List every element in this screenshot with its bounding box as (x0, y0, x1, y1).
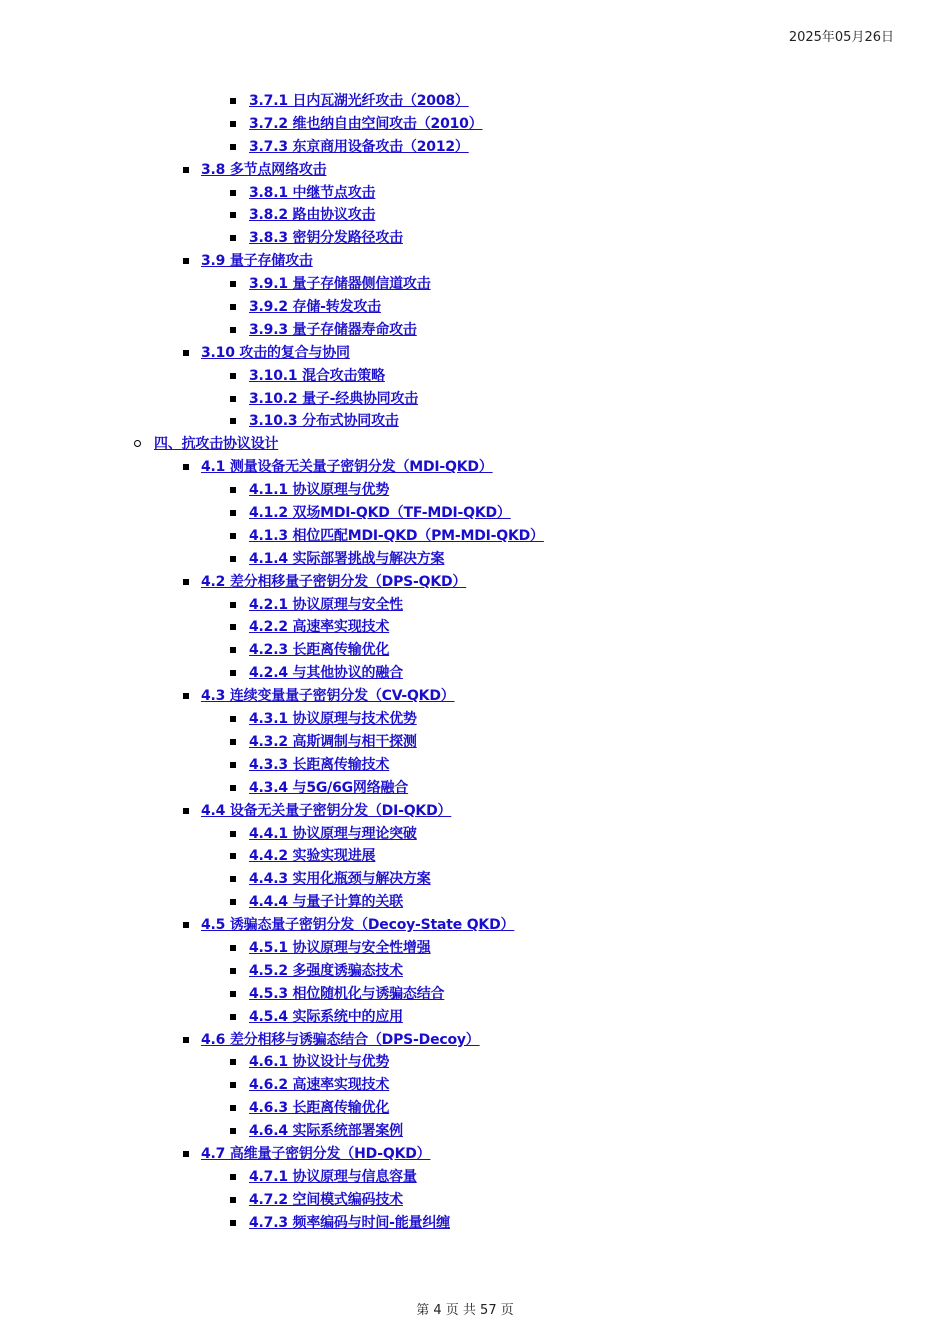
square-bullet-icon (230, 945, 236, 951)
square-bullet-icon (230, 670, 236, 676)
toc-link[interactable]: 四、抗攻击协议设计 (154, 436, 279, 453)
toc-item (0, 662, 950, 685)
square-bullet-icon (230, 190, 236, 196)
toc-item (0, 1097, 950, 1120)
toc-link[interactable]: 4.3.1 协议原理与技术优势 (249, 711, 417, 728)
square-bullet-icon (230, 1105, 236, 1111)
toc-link[interactable]: 4.6.2 高速率实现技术 (249, 1077, 390, 1094)
square-bullet-icon (183, 1151, 189, 1157)
square-bullet-icon (230, 212, 236, 218)
toc-item (0, 594, 950, 617)
square-bullet-icon (230, 968, 236, 974)
square-bullet-icon (230, 899, 236, 905)
toc-link[interactable]: 4.5.4 实际系统中的应用 (249, 1008, 403, 1025)
toc-link[interactable]: 3.9.2 存储-转发攻击 (249, 299, 381, 316)
toc-link[interactable]: 4.1.1 协议原理与优势 (249, 482, 390, 499)
toc-item (0, 456, 950, 479)
toc-link[interactable]: 4.7 高维量子密钥分发（HD-QKD） (201, 1145, 431, 1162)
toc-link[interactable]: 4.3.3 长距离传输技术 (249, 756, 390, 773)
square-bullet-icon (230, 624, 236, 630)
square-bullet-icon (230, 1220, 236, 1226)
toc-item (0, 159, 950, 182)
toc-link[interactable]: 3.9 量子存储攻击 (201, 253, 313, 270)
square-bullet-icon (230, 556, 236, 562)
square-bullet-icon (230, 1014, 236, 1020)
toc-link[interactable]: 3.8.3 密钥分发路径攻击 (249, 230, 403, 247)
toc-item (0, 1074, 950, 1097)
toc-link[interactable]: 3.8 多节点网络攻击 (201, 161, 327, 178)
square-bullet-icon (230, 1082, 236, 1088)
toc-item (0, 639, 950, 662)
toc-item (0, 616, 950, 639)
square-bullet-icon (230, 487, 236, 493)
square-bullet-icon (183, 167, 189, 173)
toc-item (0, 1120, 950, 1143)
toc-link[interactable]: 4.6.4 实际系统部署案例 (249, 1123, 403, 1140)
square-bullet-icon (230, 1128, 236, 1134)
toc-item (0, 90, 950, 113)
toc-link[interactable]: 4.7.2 空间模式编码技术 (249, 1191, 403, 1208)
toc-item (0, 571, 950, 594)
toc-item (0, 250, 950, 273)
square-bullet-icon (230, 831, 236, 837)
square-bullet-icon (230, 304, 236, 310)
toc-link[interactable]: 3.10.1 混合攻击策略 (249, 367, 385, 384)
toc-link[interactable]: 4.5.2 多强度诱骗态技术 (249, 962, 403, 979)
toc-item (0, 777, 950, 800)
toc-link[interactable]: 4.4.4 与量子计算的关联 (249, 894, 403, 911)
toc-link[interactable]: 3.10.3 分布式协同攻击 (249, 413, 399, 430)
toc-item (0, 296, 950, 319)
toc-link[interactable]: 4.4 设备无关量子密钥分发（DI-QKD） (201, 802, 452, 819)
toc-item (0, 365, 950, 388)
toc-item (0, 1189, 950, 1212)
toc-item (0, 548, 950, 571)
toc-item (0, 845, 950, 868)
toc-link[interactable]: 4.7.3 频率编码与时间-能量纠缠 (249, 1214, 450, 1231)
toc-item (0, 800, 950, 823)
toc-link[interactable]: 4.5.1 协议原理与安全性增强 (249, 939, 431, 956)
toc-item (0, 1143, 950, 1166)
toc-link[interactable]: 3.8.2 路由协议攻击 (249, 207, 376, 224)
toc-link[interactable]: 4.4.3 实用化瓶颈与解决方案 (249, 871, 431, 888)
toc-link[interactable]: 4.2.3 长距离传输优化 (249, 642, 390, 659)
square-bullet-icon (230, 510, 236, 516)
toc-item (0, 342, 950, 365)
square-bullet-icon (230, 762, 236, 768)
toc-item (0, 525, 950, 548)
toc-item (0, 731, 950, 754)
toc-item (0, 754, 950, 777)
toc-link[interactable]: 4.6.3 长距离传输优化 (249, 1100, 390, 1117)
toc-link[interactable]: 3.10.2 量子-经典协同攻击 (249, 390, 419, 407)
toc-item (0, 388, 950, 411)
square-bullet-icon (183, 464, 189, 470)
square-bullet-icon (230, 602, 236, 608)
toc-item (0, 136, 950, 159)
toc-item (0, 182, 950, 205)
toc-link[interactable]: 4.6 差分相移与诱骗态结合（DPS-Decoy） (201, 1031, 480, 1048)
header-date: 2025年05月26日 (788, 30, 894, 45)
square-bullet-icon (183, 808, 189, 814)
toc-link[interactable]: 4.3.4 与5G/6G网络融合 (249, 779, 409, 796)
toc-link[interactable]: 4.1 测量设备无关量子密钥分发（MDI-QKD） (201, 459, 493, 476)
square-bullet-icon (183, 258, 189, 264)
page-footer: 第 4 页 共 57 页 (416, 1303, 514, 1318)
circle-bullet-icon (134, 440, 141, 447)
square-bullet-icon (230, 373, 236, 379)
toc-link[interactable]: 4.3.2 高斯调制与相干探测 (249, 733, 417, 750)
square-bullet-icon (230, 327, 236, 333)
toc-link[interactable]: 3.7.3 东京商用设备攻击（2012） (249, 138, 469, 155)
toc-item (0, 1051, 950, 1074)
toc-link[interactable]: 4.1.2 双场MDI-QKD（TF-MDI-QKD） (249, 505, 511, 522)
square-bullet-icon (183, 693, 189, 699)
square-bullet-icon (183, 579, 189, 585)
table-of-contents (0, 90, 950, 1235)
toc-item (0, 1212, 950, 1235)
toc-item (0, 1029, 950, 1052)
square-bullet-icon (230, 1059, 236, 1065)
toc-link[interactable]: 4.4.2 实验实现进展 (249, 848, 376, 865)
toc-link[interactable]: 4.5.3 相位随机化与诱骗态结合 (249, 985, 445, 1002)
toc-item (0, 433, 950, 456)
square-bullet-icon (230, 98, 236, 104)
square-bullet-icon (230, 235, 236, 241)
toc-item (0, 891, 950, 914)
square-bullet-icon (230, 876, 236, 882)
toc-link[interactable]: 3.9.1 量子存储器侧信道攻击 (249, 276, 431, 293)
toc-link[interactable]: 4.2.1 协议原理与安全性 (249, 596, 403, 613)
square-bullet-icon (230, 739, 236, 745)
toc-item (0, 319, 950, 342)
toc-link[interactable]: 4.3 连续变量量子密钥分发（CV-QKD） (201, 688, 455, 705)
square-bullet-icon (230, 121, 236, 127)
toc-item (0, 823, 950, 846)
square-bullet-icon (230, 396, 236, 402)
square-bullet-icon (230, 533, 236, 539)
square-bullet-icon (183, 922, 189, 928)
toc-item (0, 1166, 950, 1189)
toc-item (0, 960, 950, 983)
toc-item (0, 479, 950, 502)
toc-item (0, 227, 950, 250)
toc-link[interactable]: 4.2 差分相移量子密钥分发（DPS-QKD） (201, 573, 467, 590)
square-bullet-icon (230, 716, 236, 722)
toc-link[interactable]: 4.2.4 与其他协议的融合 (249, 665, 403, 682)
toc-item (0, 685, 950, 708)
toc-item (0, 204, 950, 227)
square-bullet-icon (183, 1037, 189, 1043)
toc-item (0, 914, 950, 937)
square-bullet-icon (230, 281, 236, 287)
toc-link[interactable]: 3.8.1 中继节点攻击 (249, 184, 376, 201)
square-bullet-icon (230, 418, 236, 424)
toc-link[interactable]: 3.7.2 维也纳自由空间攻击（2010） (249, 115, 483, 132)
toc-item (0, 868, 950, 891)
toc-link[interactable]: 4.5 诱骗态量子密钥分发（Decoy-State QKD） (201, 917, 515, 934)
toc-link[interactable]: 4.4.1 协议原理与理论突破 (249, 825, 417, 842)
toc-item (0, 937, 950, 960)
toc-item (0, 983, 950, 1006)
toc-link[interactable]: 3.7.1 日内瓦湖光纤攻击（2008） (249, 93, 469, 109)
square-bullet-icon (230, 991, 236, 997)
square-bullet-icon (230, 144, 236, 150)
toc-item (0, 502, 950, 525)
toc-link[interactable]: 4.1.4 实际部署挑战与解决方案 (249, 550, 445, 567)
toc-item (0, 273, 950, 296)
square-bullet-icon (230, 853, 236, 859)
square-bullet-icon (230, 1174, 236, 1180)
square-bullet-icon (230, 785, 236, 791)
toc-item (0, 1006, 950, 1029)
square-bullet-icon (183, 350, 189, 356)
square-bullet-icon (230, 647, 236, 653)
toc-link[interactable]: 4.2.2 高速率实现技术 (249, 619, 390, 636)
toc-link[interactable]: 4.6.1 协议设计与优势 (249, 1054, 390, 1071)
toc-item (0, 410, 950, 433)
square-bullet-icon (230, 1197, 236, 1203)
toc-item (0, 708, 950, 731)
toc-link[interactable]: 3.9.3 量子存储器寿命攻击 (249, 321, 417, 338)
toc-link[interactable]: 4.1.3 相位匹配MDI-QKD（PM-MDI-QKD） (249, 527, 544, 544)
toc-link[interactable]: 3.10 攻击的复合与协同 (201, 344, 350, 361)
toc-item (0, 113, 950, 136)
toc-link[interactable]: 4.7.1 协议原理与信息容量 (249, 1168, 417, 1185)
